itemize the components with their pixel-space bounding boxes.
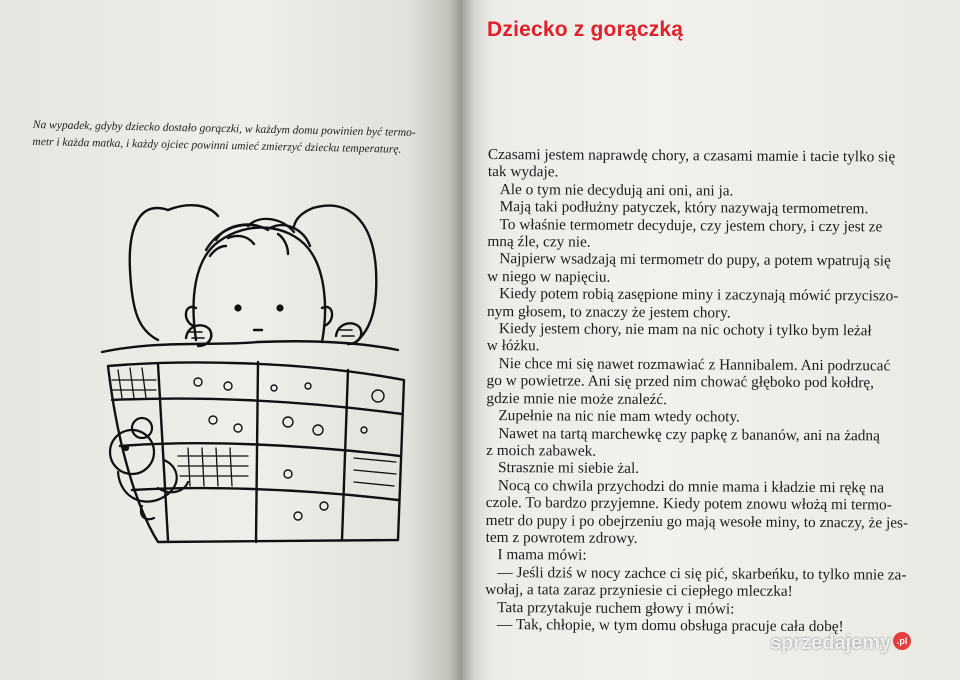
watermark-badge: .pl — [893, 632, 911, 650]
story-line: Kiedy jestem chory, nie mam na nic ochoty i tylko bym leżał — [498, 320, 872, 340]
story-line: w niego w napięciu. — [487, 267, 611, 286]
story-line: tak wydaje. — [487, 163, 559, 181]
watermark-text: sprzedajemy — [770, 632, 892, 654]
book-gutter — [450, 0, 474, 680]
story-line: Strasznie mi siebie żal. — [497, 459, 640, 478]
story-line: — Tak, chłopie, w tym domu obsługa pracuje cała dobę! — [497, 616, 844, 636]
story-line: Nie chce mi się nawet rozmawiać z Hannibalem. Ani podrzucać — [498, 354, 891, 375]
story-line: Tata przytakuje ruchem głowy i mówi: — [497, 598, 735, 618]
story-line: z moich zabawek. — [486, 441, 597, 460]
chapter-title: Dziecko z gorączką — [487, 18, 684, 41]
story-line: To właśnie termometr decyduje, czy jestem chory, i czy jest ze — [499, 215, 883, 236]
illustration-caption — [32, 117, 458, 160]
story-line: czole. To bardzo przyjemne. Kiedy potem znowu włożą mi termo- — [485, 494, 892, 514]
watermark-logo — [770, 632, 911, 655]
story-line: Czasami jestem naprawdę chory, a czasami mamie i tacie tylko się — [487, 146, 896, 166]
caption-line: Na wypadek, gdyby dziecko dostało gorączki, w każdym domu powinien być termo- — [32, 118, 416, 140]
story-line: Zupełnie na nic nie mam wtedy ochoty. — [498, 407, 740, 426]
story-line: Nocą co chwila przychodzi do mnie mama i kładzie mi rękę na — [497, 476, 885, 497]
story-line: tem z powrotem zdrowy. — [485, 528, 638, 547]
story-text — [485, 146, 938, 636]
story-line: gdzie mnie nie może znaleźć. — [486, 389, 668, 408]
story-line: nym głosem, to znaczy że jestem chory. — [486, 302, 731, 322]
story-line: Mają taki podłużny patyczek, który nazywają termometrem. — [499, 198, 869, 218]
story-line: Nawet na tartą marchewkę czy papkę z bananów, ani na żadną — [498, 424, 880, 444]
left-page — [0, 0, 462, 680]
story-line: Ale o tym nie decydują ani oni, ani ja. — [499, 180, 734, 200]
story-line: mną źle, czy nie. — [487, 233, 591, 251]
story-line: I mama mówi: — [497, 546, 587, 564]
child-in-bed-illustration — [98, 190, 418, 550]
story-line: Najpierw wsadzają mi termometr do pupy, a potem wpatrują się — [499, 250, 891, 270]
story-line: — Jeśli dziś w nocy zachce ci się pić, skarbeńku, to tylko mnie za- — [497, 563, 907, 584]
story-line: w łóżku. — [486, 337, 540, 355]
story-line: Kiedy potem robią zasępione miny i zaczynają mówić przyciszo- — [499, 285, 899, 305]
story-line: wołaj, a tata zaraz przyniesie ci ciepłego mleczka! — [485, 581, 793, 601]
story-line: go w powietrze. Ani się przed nim chować głęboko pod kołdrę, — [486, 372, 875, 392]
caption-line: metr i każda matka, i każdy ojciec powinni umieć zmierzyć dziecku temperaturę. — [32, 135, 402, 156]
story-line: metr do pupy i po obejrzeniu go mają wesołe miny, to znaczy, że jes- — [485, 511, 909, 532]
